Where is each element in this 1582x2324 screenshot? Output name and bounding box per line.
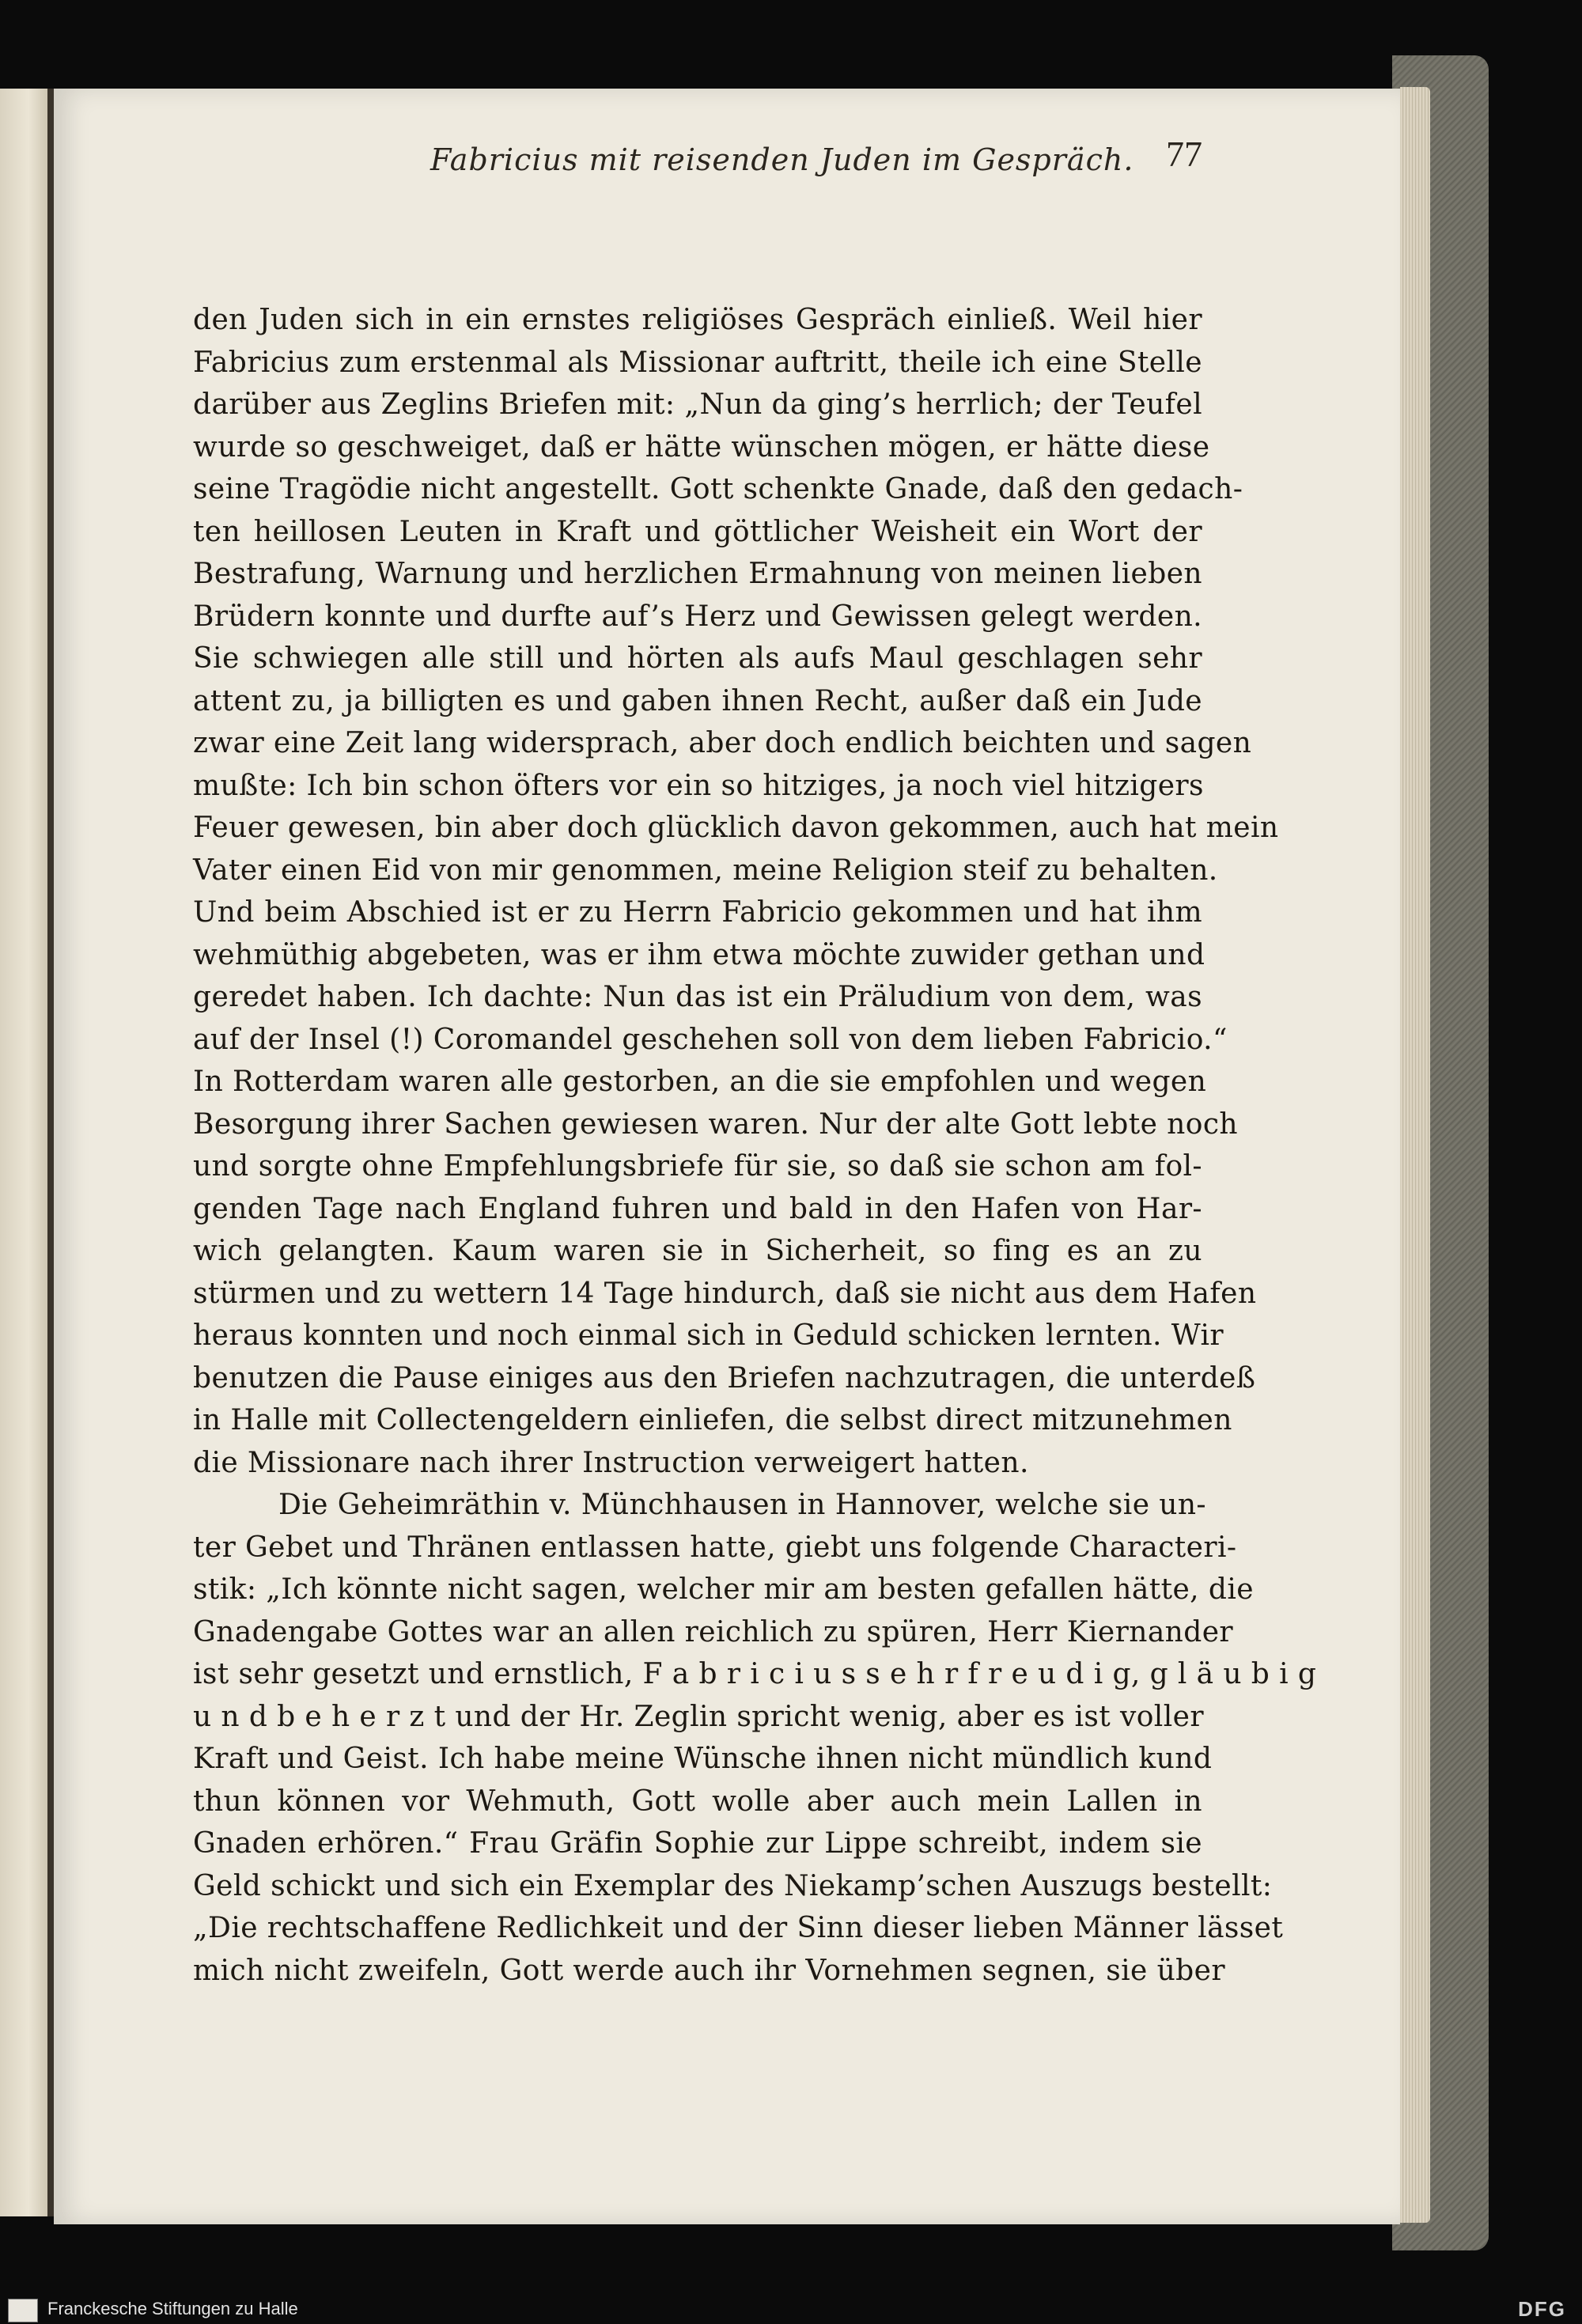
text-line: Vater einen Eid von mir genommen, meine Religion steif zu behalten. — [193, 854, 1218, 887]
text-line: zwar eine Zeit lang widersprach, aber doch endlich beichten und sagen — [193, 727, 1252, 759]
text-line: seine Tragödie nicht angestellt. Gott schenkte Gnade, daß den gedach- — [193, 473, 1243, 505]
text-line: Sie schwiegen alle still und hörten als aufs Maul geschlagen sehr — [193, 642, 1202, 675]
text-line: attent zu, ja billigten es und gaben ihnen Recht, außer daß ein Jude — [193, 684, 1202, 717]
text-line: wehmüthig abgebeten, was er ihm etwa möchte zuwider gethan und — [193, 938, 1205, 971]
text-line: Kraft und Geist. Ich habe meine Wünsche ihnen nicht mündlich kund — [193, 1743, 1213, 1775]
book-gutter — [47, 89, 54, 2216]
text-line: ten heillosen Leuten in Kraft und göttlicher Weisheit ein Wort der — [193, 515, 1202, 548]
running-title: Fabricius mit reisenden Juden im Gespräch. — [430, 142, 1134, 177]
text-line: auf der Insel (!) Coromandel geschehen soll von dem lieben Fabricio.“ — [193, 1023, 1228, 1056]
text-line: wurde so geschweiget, daß er hätte wünschen mögen, er hätte diese — [193, 430, 1210, 464]
text-line: stürmen und zu wettern 14 Tage hindurch, daß sie nicht aus dem Hafen — [193, 1277, 1257, 1310]
text-line: benutzen die Pause einiges aus den Briefen nachzutragen, die unterdeß — [193, 1361, 1256, 1395]
text-line: wich gelangten. Kaum waren sie in Sicherheit, so fing es an zu — [193, 1235, 1202, 1267]
text-line: Fabricius zum erstenmal als Missionar auftritt, theile ich eine Stelle — [193, 346, 1202, 379]
text-line: ist sehr gesetzt und ernstlich, F a b r i c i u s s e h r f r e u d i g, g l ä u b i g — [193, 1658, 1317, 1690]
text-line: Besorgung ihrer Sachen gewiesen waren. Nur der alte Gott lebte noch — [193, 1107, 1238, 1141]
funder-logo: DFG — [1518, 2297, 1566, 2321]
text-line: u n d b e h e r z t und der Hr. Zeglin spricht wenig, aber es ist voller — [193, 1700, 1204, 1733]
text-line: Feuer gewesen, bin aber doch glücklich davon gekommen, auch hat mein — [193, 812, 1279, 844]
viewer-footer — [0, 2294, 1582, 2324]
page-stack-edge — [1400, 87, 1430, 2223]
text-line: Brüdern konnte und durfte auf’s Herz und Gewissen gelegt werden. — [193, 600, 1202, 633]
text-line: darüber aus Zeglins Briefen mit: „Nun da ging’s herrlich; der Teufel — [193, 388, 1202, 421]
text-line: Die Geheimräthin v. Münchhausen in Hannover, welche sie un- — [278, 1489, 1206, 1521]
text-line: stik: „Ich könnte nicht sagen, welcher mir am besten gefallen hätte, die — [193, 1573, 1254, 1606]
text-line: Und beim Abschied ist er zu Herrn Fabricio gekommen und hat ihm — [193, 896, 1202, 929]
text-line: Geld schickt und sich ein Exemplar des Niekamp’schen Auszugs bestellt: — [193, 1869, 1273, 1902]
text-line: in Halle mit Collectengeldern einliefen, die selbst direct mitzunehmen — [193, 1404, 1232, 1436]
text-line: thun können vor Wehmuth, Gott wolle aber auch mein Lallen in — [193, 1785, 1202, 1818]
text-line: genden Tage nach England fuhren und bald in den Hafen von Har- — [193, 1192, 1202, 1225]
text-line: „Die rechtschaffene Redlichkeit und der Sinn dieser lieben Männer lässet — [193, 1912, 1284, 1944]
text-line: In Rotterdam waren alle gestorben, an die sie empfohlen und wegen — [193, 1065, 1207, 1098]
text-line: den Juden sich in ein ernstes religiöses Gespräch einließ. Weil hier — [193, 304, 1202, 336]
left-page-edge — [0, 89, 50, 2216]
text-line: und sorgte ohne Empfehlungsbriefe für sie, so daß sie schon am fol- — [193, 1150, 1202, 1183]
institution-logo-icon — [8, 2299, 38, 2322]
text-line: die Missionare nach ihrer Instruction verweigert hatten. — [193, 1446, 1029, 1479]
text-line: geredet haben. Ich dachte: Nun das ist ein Präludium von dem, was — [193, 981, 1202, 1013]
running-header — [193, 133, 1202, 188]
text-line: Bestrafung, Warnung und herzlichen Ermahnung von meinen lieben — [193, 558, 1202, 590]
text-line: Gnadengabe Gottes war an allen reichlich zu spüren, Herr Kiernander — [193, 1615, 1234, 1648]
page-number: 77 — [1166, 134, 1202, 174]
text-line: Gnaden erhören.“ Frau Gräfin Sophie zur Lippe schreibt, indem sie — [193, 1827, 1202, 1860]
text-line: ter Gebet und Thränen entlassen hatte, giebt uns folgende Characteri- — [193, 1531, 1237, 1564]
text-line: mußte: Ich bin schon öfters vor ein so hitziges, ja noch viel hitzigers — [193, 769, 1204, 802]
text-line: heraus konnten und noch einmal sich in Geduld schicken lernten. Wir — [193, 1319, 1224, 1352]
text-line: mich nicht zweifeln, Gott werde auch ihr Vornehmen segnen, sie über — [193, 1954, 1225, 1987]
body-text — [193, 299, 1317, 1992]
source-credit: Franckesche Stiftungen zu Halle — [47, 2299, 298, 2318]
